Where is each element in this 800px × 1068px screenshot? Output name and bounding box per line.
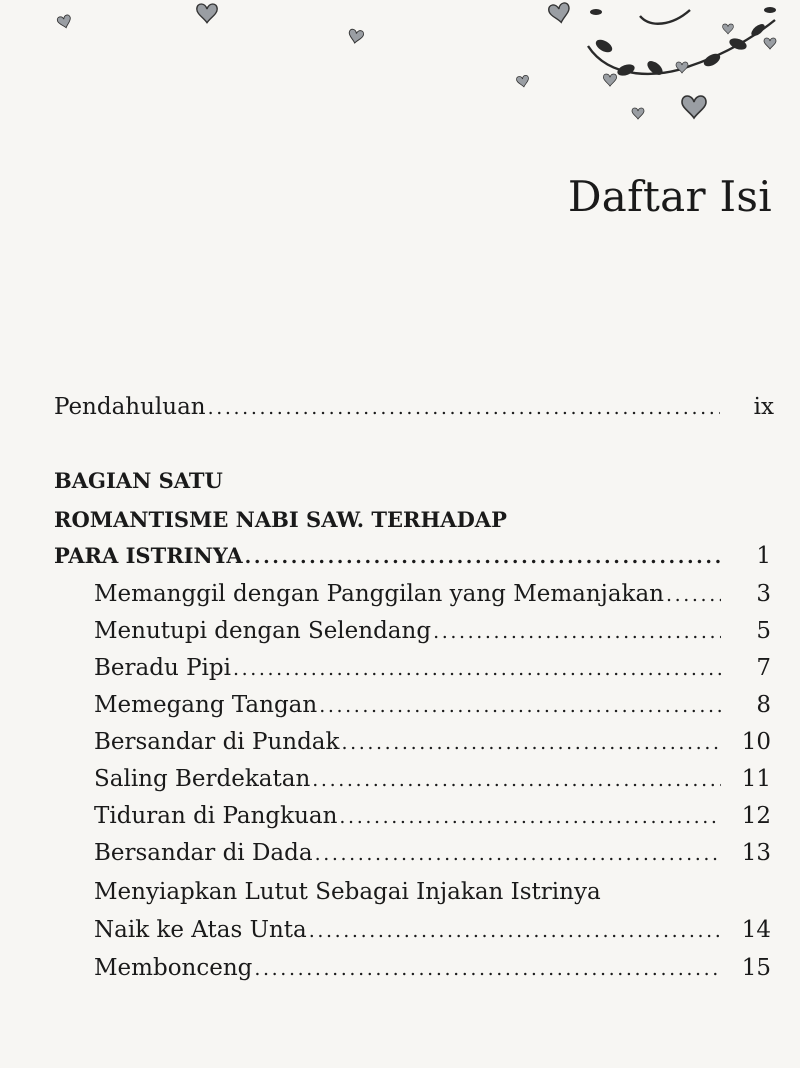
part-title-cont: PARA ISTRINYA bbox=[54, 543, 243, 568]
toc-page-number: 8 bbox=[756, 692, 771, 718]
part-heading: BAGIAN SATU bbox=[54, 468, 223, 493]
toc-entry-label: Saling Berdekatan bbox=[94, 766, 311, 792]
toc-entry-part[interactable] bbox=[54, 541, 771, 572]
toc-page-number: 10 bbox=[741, 729, 771, 755]
toc-entry[interactable] bbox=[94, 727, 771, 758]
toc-entry[interactable] bbox=[94, 690, 771, 721]
toc-entry-label: Bersandar di Dada bbox=[94, 840, 313, 866]
heart-icon bbox=[348, 29, 364, 44]
leader-dots bbox=[309, 916, 721, 946]
toc-page-number: 11 bbox=[741, 766, 771, 792]
toc-entry[interactable] bbox=[94, 801, 771, 832]
toc-page-number: 1 bbox=[756, 543, 771, 569]
toc-entry-label: Naik ke Atas Unta bbox=[94, 917, 307, 943]
toc-entry-label: Tiduran di Pangkuan bbox=[94, 803, 338, 829]
toc-entry-label: Beradu Pipi bbox=[94, 655, 231, 681]
toc-entry-label: Menutupi dengan Selendang bbox=[94, 618, 432, 644]
toc-entry[interactable] bbox=[94, 653, 771, 684]
page-title: Daftar Isi bbox=[567, 172, 772, 221]
toc-entry[interactable] bbox=[94, 579, 771, 610]
toc-entry-label: Memegang Tangan bbox=[94, 692, 318, 718]
leader-dots bbox=[315, 839, 721, 869]
toc-entry[interactable] bbox=[94, 915, 771, 946]
toc-entry-label: Membonceng bbox=[94, 955, 253, 981]
decorative-hearts-ornament bbox=[0, 0, 800, 140]
leader-dots bbox=[312, 765, 721, 795]
toc-page-number: 12 bbox=[741, 803, 771, 829]
toc-entry[interactable] bbox=[94, 838, 771, 869]
heart-icon bbox=[197, 4, 217, 23]
toc-entry-label: Pendahuluan bbox=[54, 394, 206, 420]
toc-page-number: 15 bbox=[741, 955, 771, 981]
leader-dots bbox=[245, 542, 721, 572]
leader-dots bbox=[233, 654, 721, 684]
leader-dots bbox=[208, 393, 720, 423]
toc-entry[interactable] bbox=[94, 764, 771, 795]
toc-page-number: 14 bbox=[741, 917, 771, 943]
toc-entry[interactable] bbox=[94, 953, 771, 984]
toc-entry[interactable] bbox=[94, 616, 771, 647]
heart-icon bbox=[764, 38, 776, 49]
toc-entry-label-line-1: Menyiapkan Lutut Sebagai Injakan Istrinya bbox=[94, 879, 601, 905]
toc-page-number: ix bbox=[753, 394, 774, 420]
heart-icon bbox=[57, 14, 73, 29]
heart-icon bbox=[548, 2, 571, 24]
heart-icon bbox=[632, 108, 644, 119]
leader-dots bbox=[319, 691, 721, 721]
toc-entry-label: Memanggil dengan Panggilan yang Memanjakan bbox=[94, 581, 664, 607]
leader-dots bbox=[666, 580, 721, 610]
toc-page-number: 3 bbox=[756, 581, 771, 607]
leader-dots bbox=[339, 802, 721, 832]
heart-icon bbox=[516, 75, 530, 88]
heart-icon bbox=[682, 96, 706, 118]
toc-entry-intro[interactable] bbox=[54, 392, 774, 423]
toc-page-number: 7 bbox=[756, 655, 771, 681]
toc-page-number: 13 bbox=[741, 840, 771, 866]
toc-page-number: 5 bbox=[756, 618, 771, 644]
part-title: ROMANTISME NABI SAW. TERHADAP bbox=[54, 507, 507, 532]
leader-dots bbox=[433, 617, 721, 647]
leader-dots bbox=[254, 954, 721, 984]
leader-dots bbox=[341, 728, 721, 758]
toc-entry-label: Bersandar di Pundak bbox=[94, 729, 340, 755]
